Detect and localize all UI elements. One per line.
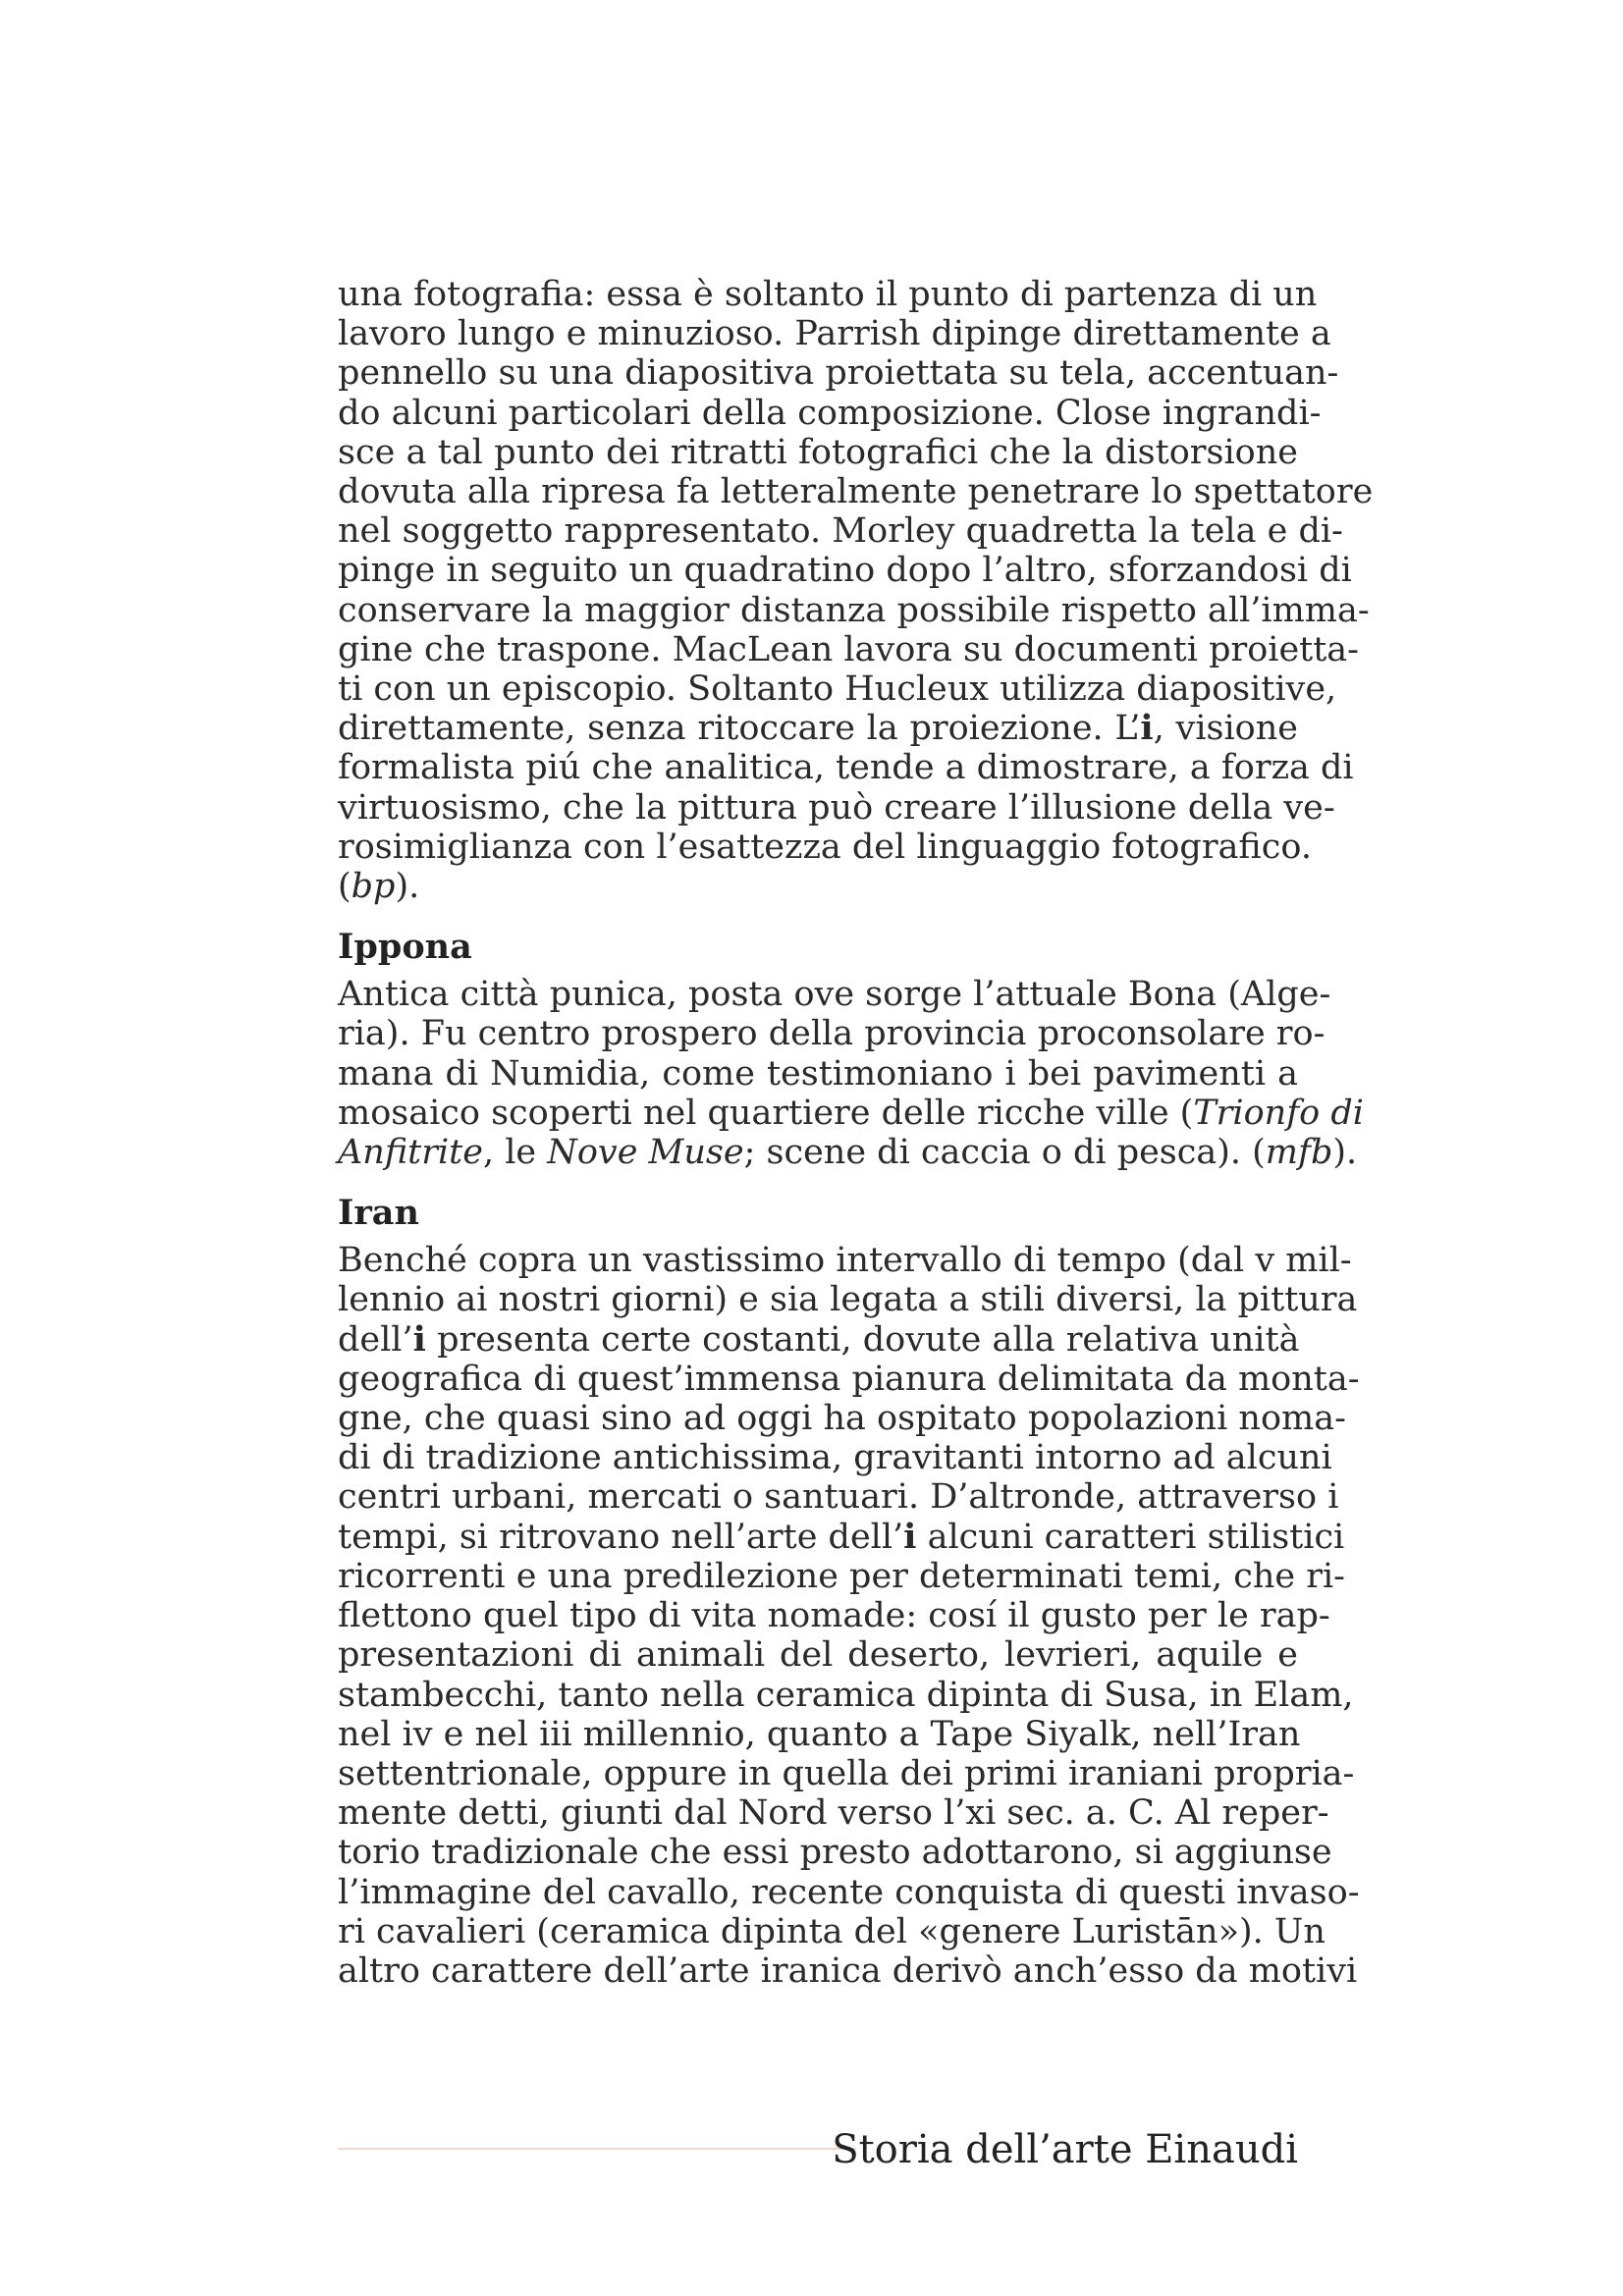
text-line: ria). Fu centro prospero della provincia proconsolare ro- (338, 1014, 1325, 1054)
text-line: nel iv e nel iii millennio, quanto a Tape Siyalk, nell’Iran (338, 1714, 1301, 1754)
text-line: dell’i presenta certe costanti, dovute alla relativa unità (338, 1318, 1300, 1360)
entry-heading: Ippona (338, 927, 472, 968)
text-line: dovuta alla ripresa fa letteralmente penetrare lo spettatore (338, 472, 1374, 512)
text-line: stambecchi, tanto nella ceramica dipinta di Susa, in Elam, (338, 1675, 1354, 1715)
text-line: nel soggetto rappresentato. Morley quadretta la tela e di- (338, 511, 1343, 552)
text-line: mente detti, giunti dal Nord verso l’xi sec. a. C. Al reper- (338, 1793, 1329, 1834)
text-line: ri cavalieri (ceramica dipinta del «genere Luristān»). Un (338, 1911, 1325, 1951)
text-line: virtuosismo, che la pittura può creare l’illusione della ve- (338, 787, 1335, 828)
text-line: presentazioni di animali del deserto, levrieri, aquile e (338, 1635, 1298, 1676)
text-line: direttamente, senza ritoccare la proiezione. L’i, visione (338, 708, 1298, 749)
text-line: tempi, si ritrovano nell’arte dell’i alcuni caratteri stilistici (338, 1516, 1345, 1557)
entry-text (338, 1241, 1360, 1991)
text-line: gne, che quasi sino ad oggi ha ospitato popolazioni noma- (338, 1399, 1346, 1439)
text-line: torio tradizionale che essi presto adottarono, si aggiunse (338, 1833, 1332, 1873)
text-line: lavoro lungo e minuzioso. Parrish dipinge direttamente a (338, 314, 1331, 354)
page-body (338, 275, 1374, 1991)
text-line: Anfitrite, le Nove Muse; scene di caccia o di pesca). (mfb). (338, 1133, 1358, 1173)
text-line: pinge in seguito un quadratino dopo l’altro, sforzandosi di (338, 551, 1352, 591)
entry-text (338, 275, 1374, 907)
text-line: Antica città punica, posta ove sorge l’attuale Bona (Alge- (338, 975, 1331, 1015)
text-line: mana di Numidia, come testimoniano i bei pavimenti a (338, 1053, 1298, 1094)
text-line: lennio ai nostri giorni) e sia legata a stili diversi, la pittura (338, 1280, 1358, 1320)
text-line: ricorrenti e una predilezione per determinati temi, che ri- (338, 1556, 1345, 1596)
text-line: rosimiglianza con l’esattezza del linguaggio fotografico. (338, 827, 1312, 867)
footer-title: Storia dell’arte Einaudi (832, 2127, 1298, 2172)
text-line: pennello su una diapositiva proiettata su tela, accentuan- (338, 353, 1339, 394)
entry-text (338, 975, 1364, 1173)
text-line: sce a tal punto dei ritratti fotografici che la distorsione (338, 432, 1298, 472)
text-line: gine che traspone. MacLean lavora su documenti proietta- (338, 629, 1360, 669)
entry (338, 275, 1374, 907)
text-line: di di tradizione antichissima, gravitanti intorno ad alcuni (338, 1438, 1332, 1478)
text-line: ti con un episcopio. Soltanto Hucleux utilizza diapositive, (338, 669, 1337, 710)
text-line: formalista piú che analitica, tende a dimostrare, a forza di (338, 748, 1354, 788)
page-footer (338, 2126, 1298, 2175)
text-line: una fotografia: essa è soltanto il punto di partenza di un (338, 275, 1318, 314)
entry-heading: Iran (338, 1193, 419, 1234)
text-line: mosaico scoperti nel quartiere delle ricche ville (Trionfo di (338, 1093, 1364, 1133)
text-line: conservare la maggior distanza possibile rispetto all’imma- (338, 590, 1370, 630)
text-line: altro carattere dell’arte iranica derivò anch’esso da motivi (338, 1950, 1358, 1991)
text-line: do alcuni particolari della composizione. Close ingrandi- (338, 393, 1322, 433)
entry (338, 1193, 1360, 1991)
text-line: flettono quel tipo di vita nomade: cosí il gusto per le rap- (338, 1596, 1330, 1636)
footer-rule (338, 2148, 856, 2150)
text-line: Benché copra un vastissimo intervallo di tempo (dal v mil- (338, 1241, 1352, 1281)
dictionary-entries (338, 275, 1374, 1991)
text-line: (bp). (338, 867, 420, 907)
text-line: centri urbani, mercati o santuari. D’altronde, attraverso i (338, 1477, 1339, 1518)
entry (338, 927, 1364, 1173)
text-line: l’immagine del cavallo, recente conquista di questi invaso- (338, 1872, 1360, 1912)
text-line: settentrionale, oppure in quella dei primi iraniani propria- (338, 1753, 1355, 1793)
text-line: geografica di quest’immensa pianura delimitata da monta- (338, 1359, 1360, 1399)
